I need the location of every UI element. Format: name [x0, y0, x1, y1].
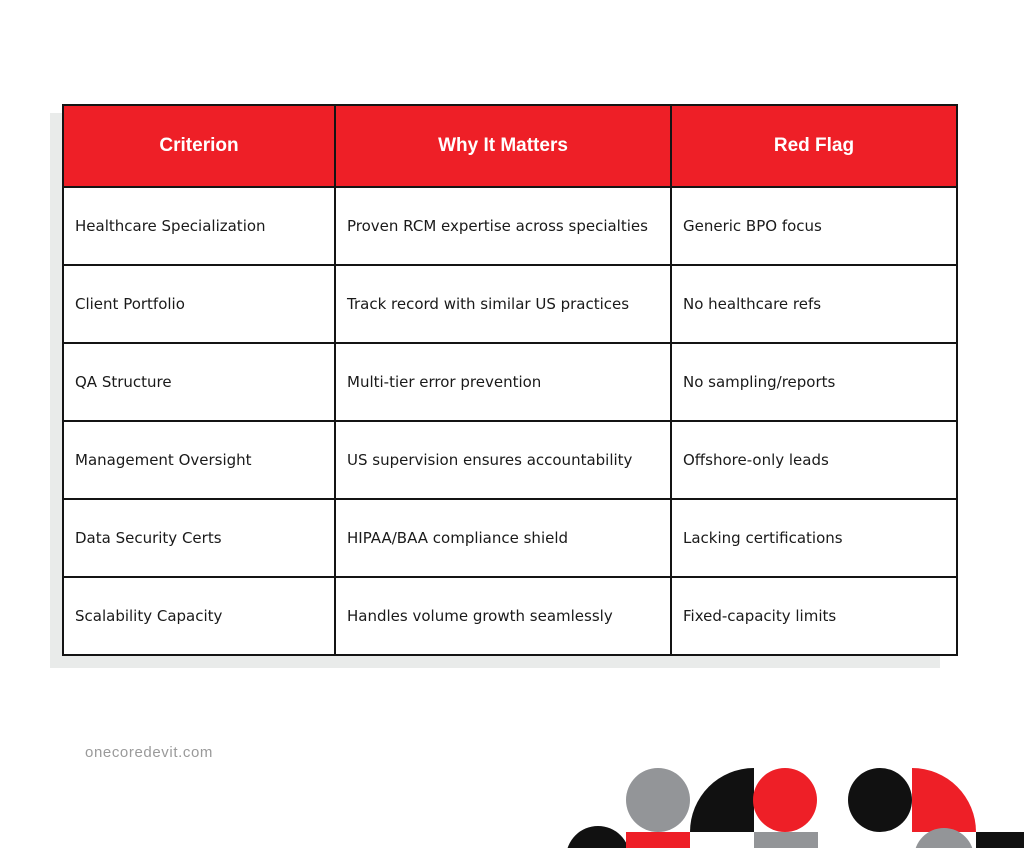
red-block-shape: [626, 832, 690, 848]
gray-circle-shape: [626, 768, 690, 832]
cell-criterion: Scalability Capacity: [63, 577, 335, 655]
cell-criterion: Client Portfolio: [63, 265, 335, 343]
black-circle-shape: [566, 826, 630, 848]
cell-red-flag: Lacking certifications: [671, 499, 957, 577]
cell-why-it-matters: Proven RCM expertise across specialties: [335, 187, 671, 265]
cell-criterion: Healthcare Specialization: [63, 187, 335, 265]
red-circle-shape: [753, 768, 817, 832]
cell-why-it-matters: Track record with similar US practices: [335, 265, 671, 343]
black-quarter-shape: [690, 768, 754, 832]
cell-why-it-matters: Handles volume growth seamlessly: [335, 577, 671, 655]
cell-red-flag: Offshore-only leads: [671, 421, 957, 499]
cell-red-flag: No sampling/reports: [671, 343, 957, 421]
cell-red-flag: Generic BPO focus: [671, 187, 957, 265]
website-url: onecoredevit.com: [85, 744, 213, 761]
black-block-shape: [976, 832, 1024, 848]
header-red-flag: Red Flag: [671, 105, 957, 187]
cell-criterion: Management Oversight: [63, 421, 335, 499]
cell-criterion: Data Security Certs: [63, 499, 335, 577]
red-quarter-shape: [912, 768, 976, 832]
black-circle-shape-2: [848, 768, 912, 832]
cell-why-it-matters: US supervision ensures accountability: [335, 421, 671, 499]
header-why-it-matters: Why It Matters: [335, 105, 671, 187]
cell-why-it-matters: HIPAA/BAA compliance shield: [335, 499, 671, 577]
cell-red-flag: Fixed-capacity limits: [671, 577, 957, 655]
cell-why-it-matters: Multi-tier error prevention: [335, 343, 671, 421]
header-criterion: Criterion: [63, 105, 335, 187]
gray-half-shape: [754, 832, 818, 848]
cell-criterion: QA Structure: [63, 343, 335, 421]
cell-red-flag: No healthcare refs: [671, 265, 957, 343]
